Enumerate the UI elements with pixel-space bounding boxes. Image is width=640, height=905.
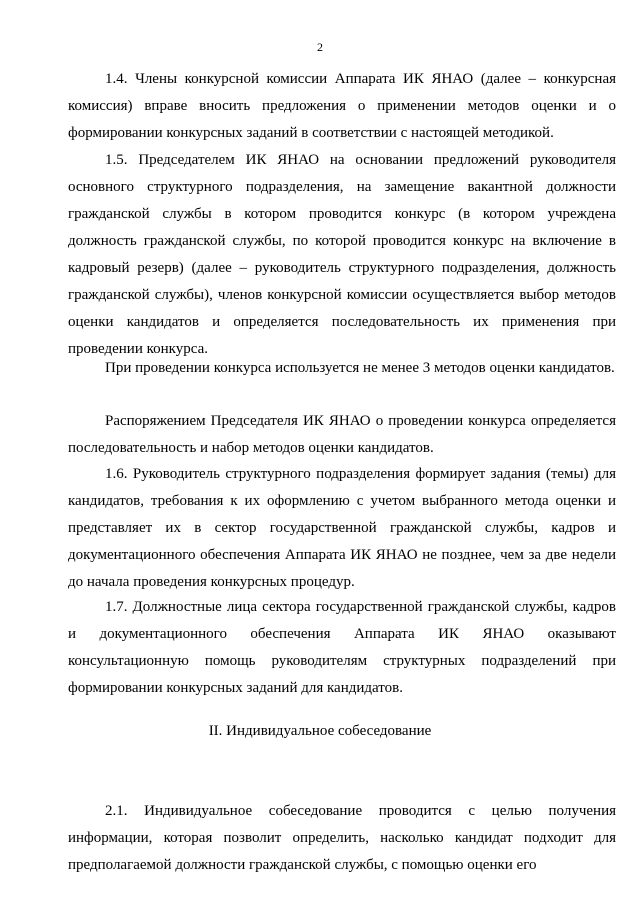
page-number: 2 xyxy=(317,40,323,54)
paragraph-2-1: 2.1. Индивидуальное собеседование проводится с целью получения информации, которая позволит определить, насколько кандидат подходит для предполагаемой должности гражданской службы, с помощью оценки его xyxy=(68,803,616,873)
paragraph-methods-count: При проведении конкурса используется не менее 3 методов оценки кандидатов. xyxy=(105,360,615,376)
paragraph-1-4: 1.4. Члены конкурсной комиссии Аппарата ИК ЯНАО (далее – конкурсная комиссия) вправе вносить предложения о применении методов оценки и о формировании конкурсных заданий в соответствии с настоящей методикой. xyxy=(68,71,616,141)
paragraph-1-6: 1.6. Руководитель структурного подразделения формирует задания (темы) для кандидатов, требования к их оформлению с учетом выбранного метода оценки и представляет их в сектор государственной гражданской службы, кадров и документационного обеспечения Аппарата ИК ЯНАО не позднее, чем за две недели до начала проведения конкурсных процедур. xyxy=(68,466,616,590)
paragraph-1-5: 1.5. Председателем ИК ЯНАО на основании предложений руководителя основного структурного подразделения, на замещение вакантной должности гражданской службы в котором проводится конкурс (в котором учреждена должность гражданской службы, по которой проводится конкурс на включение в кадровый резерв) (далее – руководитель структурного подразделения, должность гражданской службы), членов конкурсной комиссии осуществляется выбор методов оценки кандидатов и определяется последовательность их применения при проведении конкурса. xyxy=(68,152,616,357)
paragraph-1-7: 1.7. Должностные лица сектора государственной гражданской службы, кадров и документационного обеспечения Аппарата ИК ЯНАО оказывают консультационную помощь руководителям структурных подразделений при формировании конкурсных заданий для кандидатов. xyxy=(68,599,616,696)
paragraph-order-decree: Распоряжением Председателя ИК ЯНАО о проведении конкурса определяется последовательность и набор методов оценки кандидатов. xyxy=(68,413,616,456)
section-heading: II. Индивидуальное собеседование xyxy=(208,723,432,739)
